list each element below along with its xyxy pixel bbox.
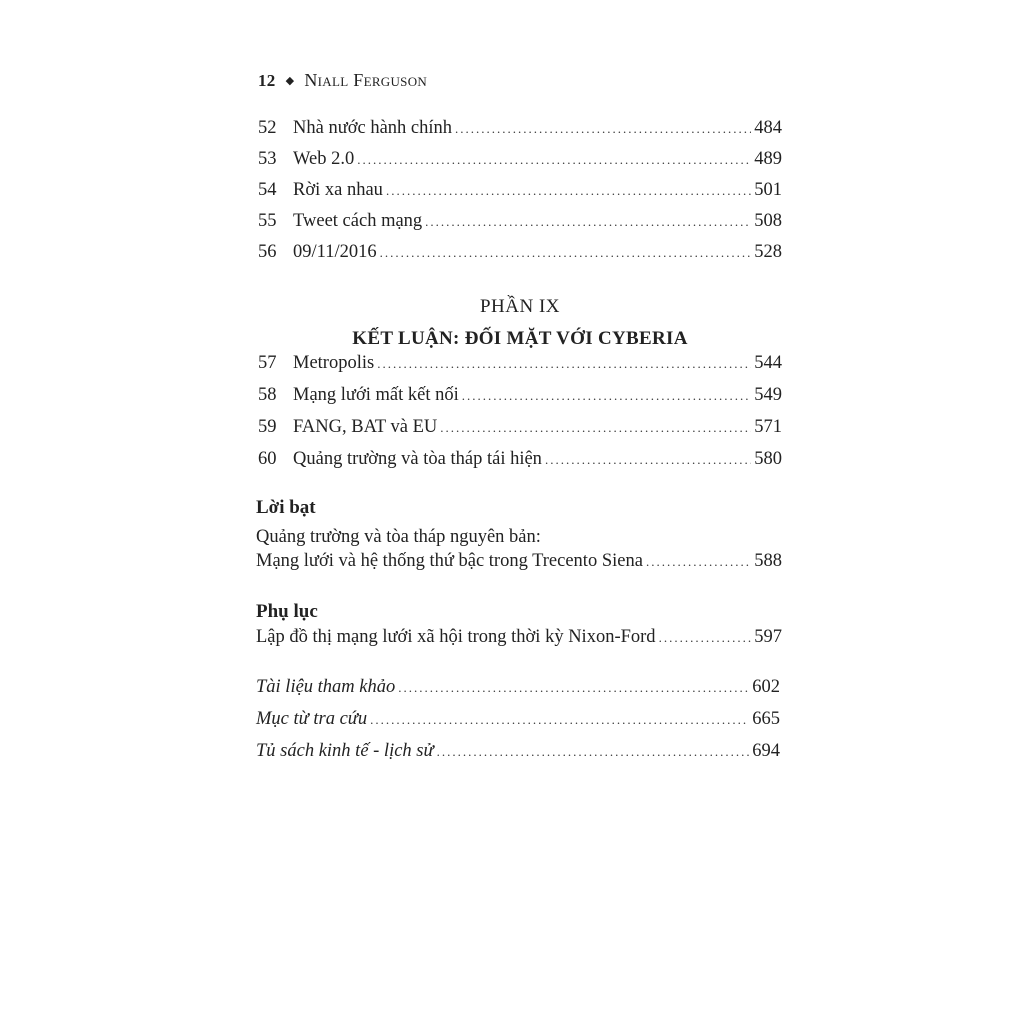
appendix-line: Lập đồ thị mạng lưới xã hội trong thời kỳ Nixon-Ford: [256, 627, 656, 647]
chapter-title: Rời xa nhau: [293, 180, 383, 200]
chapter-title: Tweet cách mạng: [293, 211, 423, 231]
chapter-number: 55: [258, 211, 277, 231]
page-ref: 549: [754, 385, 782, 405]
toc-part8-list: [258, 118, 782, 273]
toc-entry: [256, 627, 782, 658]
chapter-title: Quảng trường và tòa tháp tái hiện: [293, 449, 542, 469]
page-ref: 588: [754, 551, 782, 571]
toc-entry: [258, 180, 782, 211]
leader-dots: [380, 245, 752, 261]
leader-dots: [377, 356, 751, 372]
chapter-title: Web 2.0: [293, 149, 355, 169]
chapter-title: Nhà nước hành chính: [293, 118, 453, 138]
page-ref: 484: [754, 118, 782, 138]
page-ref: 694: [752, 741, 780, 761]
part-title: KẾT LUẬN: ĐỐI MẶT VỚI CYBERIA: [352, 328, 688, 349]
back-matter-title: Tủ sách kinh tế - lịch sử: [256, 741, 434, 761]
toc-entry: [256, 677, 780, 709]
toc-entry: [258, 149, 782, 180]
page-ref: 571: [754, 417, 782, 437]
chapter-title: Metropolis: [293, 353, 375, 373]
toc-entry: [256, 709, 780, 741]
leader-dots: [659, 630, 752, 646]
page-ref: 528: [754, 242, 782, 262]
leader-dots: [370, 712, 749, 728]
afterword-entry: [256, 551, 782, 582]
leader-dots: [425, 214, 751, 230]
chapter-title: 09/11/2016: [293, 242, 377, 262]
page-ref: 508: [754, 211, 782, 231]
leader-dots: [646, 554, 751, 570]
chapter-number: 53: [258, 149, 277, 169]
separator-glyph: ◆: [285, 75, 295, 87]
leader-dots: [440, 420, 751, 436]
toc-entry: [258, 353, 782, 385]
afterword-heading: Lời bạt: [256, 497, 316, 518]
running-head: [258, 70, 427, 91]
toc-entry: [256, 741, 780, 773]
chapter-number: 56: [258, 242, 277, 262]
chapter-number: 59: [258, 417, 277, 437]
toc-entry: [258, 417, 782, 449]
page-number: 12: [258, 71, 276, 90]
back-matter-title: Mục từ tra cứu: [256, 709, 368, 729]
leader-dots: [545, 452, 751, 468]
page-ref: 544: [754, 353, 782, 373]
chapter-title: FANG, BAT và EU: [293, 417, 438, 437]
leader-dots: [357, 152, 751, 168]
chapter-title: Mạng lưới mất kết nối: [293, 385, 459, 405]
toc-entry: [258, 118, 782, 149]
page-ref: 501: [754, 180, 782, 200]
leader-dots: [386, 183, 751, 199]
toc-entry: [258, 242, 782, 273]
page-ref: 580: [754, 449, 782, 469]
leader-dots: [437, 744, 750, 760]
chapter-number: 52: [258, 118, 277, 138]
page-ref: 665: [752, 709, 780, 729]
afterword-line-1: Quảng trường và tòa tháp nguyên bản:: [256, 527, 541, 547]
author-name: Niall Ferguson: [304, 70, 428, 90]
page-ref: 597: [754, 627, 782, 647]
leader-dots: [398, 680, 749, 696]
appendix-heading: Phụ lục: [256, 601, 318, 622]
chapter-number: 54: [258, 180, 277, 200]
toc-entry: [258, 449, 782, 481]
chapter-number: 57: [258, 353, 277, 373]
part-label: PHẦN IX: [479, 296, 561, 317]
page-ref: 489: [754, 149, 782, 169]
toc-entry: [256, 551, 782, 582]
chapter-number: 58: [258, 385, 277, 405]
page-ref: 602: [752, 677, 780, 697]
back-matter-title: Tài liệu tham khảo: [256, 677, 396, 697]
afterword-line-2: Mạng lưới và hệ thống thứ bậc trong Trecento Siena: [256, 551, 643, 571]
appendix-entry: [256, 627, 782, 658]
toc-entry: [258, 211, 782, 242]
back-matter-list: [256, 677, 780, 773]
leader-dots: [462, 388, 752, 404]
toc-entry: [258, 385, 782, 417]
chapter-number: 60: [258, 449, 277, 469]
leader-dots: [455, 121, 751, 137]
toc-part9-list: [258, 353, 782, 481]
